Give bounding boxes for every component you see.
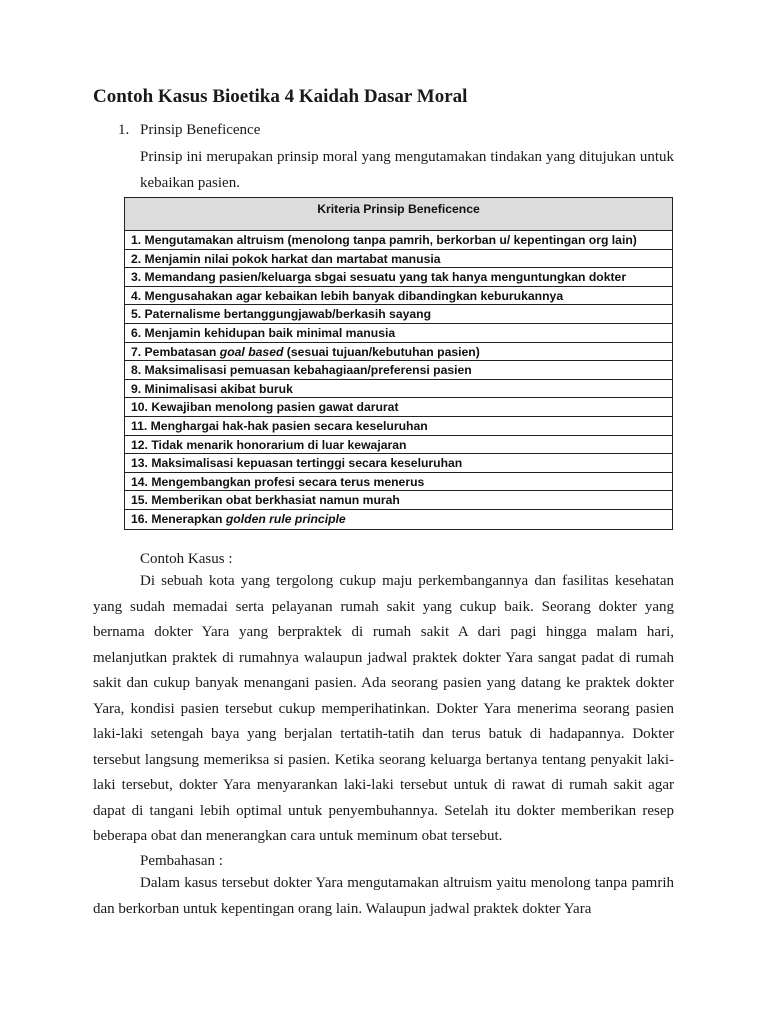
row-emphasis: golden rule principle xyxy=(225,511,346,526)
discussion-paragraph: Dalam kasus tersebut dokter Yara mengutamakan altruism yaitu menolong tanpa pamrih dan berkorban untuk kepentingan orang lain. Walaupun jadwal praktek dokter Yara xyxy=(93,875,674,917)
criteria-table xyxy=(124,197,673,530)
row-text: (sesuai tujuan/kebutuhan pasien) xyxy=(283,344,480,359)
intro-paragraph: Prinsip ini merupakan prinsip moral yang mengutamakan tindakan yang ditujukan untuk kebaikan pasien. xyxy=(140,149,674,191)
discussion-label: Pembahasan : xyxy=(140,853,223,869)
table-row: 11. Menghargai hak-hak pasien secara keseluruhan xyxy=(125,417,672,436)
table-row: 3. Memandang pasien/keluarga sbgai sesuatu yang tak hanya menguntungkan dokter xyxy=(125,268,672,287)
row-text: 7. Pembatasan xyxy=(131,344,220,359)
table-row: 2. Menjamin nilai pokok harkat dan martabat manusia xyxy=(125,250,672,269)
table-row: 15. Memberikan obat berkhasiat namun murah xyxy=(125,491,672,510)
table-body xyxy=(125,231,672,529)
table-row: 10. Kewajiban menolong pasien gawat darurat xyxy=(125,398,672,417)
section-heading: Prinsip Beneficence xyxy=(140,122,261,138)
table-row: 9. Minimalisasi akibat buruk xyxy=(125,380,672,399)
table-row: 13. Maksimalisasi kepuasan tertinggi secara keseluruhan xyxy=(125,454,672,473)
table-row: 1. Mengutamakan altruism (menolong tanpa pamrih, berkorban u/ kepentingan org lain) xyxy=(125,231,672,250)
case-paragraph: Di sebuah kota yang tergolong cukup maju perkembangannya dan fasilitas kesehatan yang sudah memadai serta pelayanan rumah sakit yang cukup baik. Seorang dokter yang bernama dokter Yara yang berpraktek di rumah sakit A dari pagi hingga malam hari, melanjutkan praktek di rumahnya walaupun jadwal praktek dokter Yara sangat padat di rumah sakit dan cukup banyak menangani pasien. Ada seorang pasien yang datang ke praktek dokter Yara, kondisi pasien tersebut cukup memperihatinkan. Dokter Yara menerima seorang pasien laki-laki setengah baya yang berjalan tertatih-tatih dan terus batuk di hadapannya. Dokter tersebut langsung memeriksa si pasien. Ketika seorang keluarga bertanya tentang penyakit laki-laki tersebut, dokter Yara menyarankan laki-laki tersebut untuk di rawat di rumah sakit agar dapat di tangani lebih optimal untuk penyembuhannya. Setelah itu dokter memberikan resep beberapa obat dan menerangkan cara untuk meminum obat tersebut. xyxy=(93,573,674,844)
table-row: 8. Maksimalisasi pemuasan kebahagiaan/preferensi pasien xyxy=(125,361,672,380)
row-text: 16. Menerapkan xyxy=(131,511,226,526)
table-header: Kriteria Prinsip Beneficence xyxy=(125,198,672,231)
row-emphasis: goal based xyxy=(219,344,284,359)
table-row: 4. Mengusahakan agar kebaikan lebih banyak dibandingkan keburukannya xyxy=(125,287,672,306)
table-row: 6. Menjamin kehidupan baik minimal manusia xyxy=(125,324,672,343)
table-row: 12. Tidak menarik honorarium di luar kewajaran xyxy=(125,436,672,455)
table-row: 5. Paternalisme bertanggungjawab/berkasih sayang xyxy=(125,305,672,324)
case-label: Contoh Kasus : xyxy=(140,551,233,567)
table-row: 14. Mengembangkan profesi secara terus menerus xyxy=(125,473,672,492)
table-row xyxy=(125,510,672,529)
section-number: 1. xyxy=(118,122,130,138)
table-row xyxy=(125,343,672,362)
document-title: Contoh Kasus Bioetika 4 Kaidah Dasar Moral xyxy=(93,86,468,107)
